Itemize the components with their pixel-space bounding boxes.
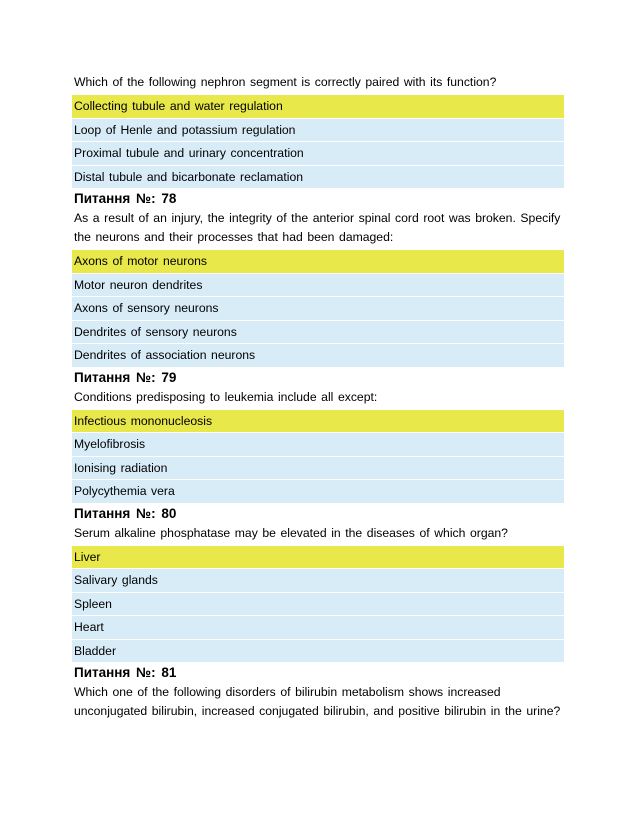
answer-option: Distal tubule and bicarbonate reclamation (72, 166, 564, 190)
question-block-80 (72, 504, 564, 664)
answer-list (72, 250, 564, 368)
question-text: Conditions predisposing to leukemia include all except: (74, 389, 378, 404)
question-heading: Питання №: 81 (74, 665, 177, 680)
question-text: Which one of the following disorders of bilirubin metabolism shows increased unconjugated bilirubin, increased conjugated bilirubin, and positive bilirubin in the urine? (74, 685, 561, 718)
answer-option-correct: Liver (72, 546, 564, 570)
question-text: As a result of an injury, the integrity of the anterior spinal cord root was broken. Specify the neurons and their processes that had been damaged: (74, 211, 561, 244)
answer-option: Heart (72, 616, 564, 640)
answer-option: Bladder (72, 640, 564, 664)
question-block-79 (72, 368, 564, 504)
question-text: Serum alkaline phosphatase may be elevated in the diseases of which organ? (74, 525, 508, 540)
question-block-78 (72, 189, 564, 368)
answer-option-correct: Infectious mononucleosis (72, 410, 564, 434)
answer-list (72, 546, 564, 664)
answer-option: Axons of sensory neurons (72, 297, 564, 321)
answer-option-correct: Collecting tubule and water regulation (72, 95, 564, 119)
question-heading: Питання №: 80 (74, 505, 177, 521)
answer-list (72, 410, 564, 504)
answer-option: Polycythemia vera (72, 480, 564, 504)
answer-option: Dendrites of sensory neurons (72, 321, 564, 345)
answer-option: Loop of Henle and potassium regulation (72, 119, 564, 143)
document-page (72, 0, 564, 721)
answer-option: Salivary glands (72, 569, 564, 593)
answer-option: Motor neuron dendrites (72, 274, 564, 298)
answer-list (72, 95, 564, 189)
question-heading: Питання №: 78 (74, 191, 177, 206)
answer-option: Spleen (72, 593, 564, 617)
answer-option-correct: Axons of motor neurons (72, 250, 564, 274)
question-block-1 (72, 73, 564, 189)
answer-option: Myelofibrosis (72, 433, 564, 457)
answer-option: Dendrites of association neurons (72, 344, 564, 368)
answer-option: Proximal tubule and urinary concentration (72, 142, 564, 166)
question-block-81 (72, 663, 564, 721)
answer-option: Ionising radiation (72, 457, 564, 481)
question-text: Which of the following nephron segment is correctly paired with its function? (74, 75, 497, 89)
question-heading: Питання №: 79 (74, 369, 177, 385)
